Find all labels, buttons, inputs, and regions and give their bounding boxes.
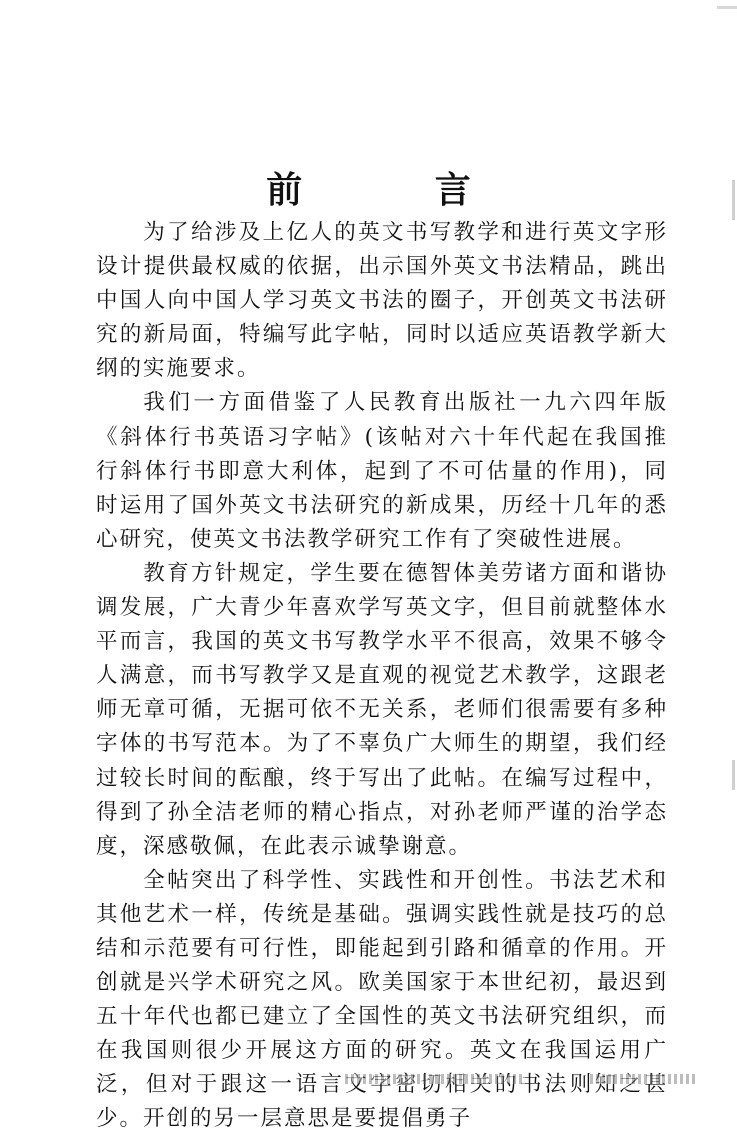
paragraph-1: 为了给涉及上亿人的英文书写教学和进行英文字形设计提供最权威的依据，出示国外英文书法精品，跳出中国人向中国人学习英文书法的圈子，开创英文书法研究的新局面，特编写此字帖，同时以适应英语教学新大纲的实施要求。 [96,220,668,382]
scan-corner-artifact [717,6,737,9]
paragraph-2: 我们一方面借鉴了人民教育出版社一九六四年版《斜体行书英语习字帖》(该帖对六十年代起在我国推行斜体行书即意大利体，起到了不可估量的作用)，同时运用了国外英文书法研究的新成果，历经十几年的悉心研究，使英文书法教学研究工作有了突破性进展。 [96,390,668,552]
preface-body [96,216,668,1137]
scan-noise-strip [345,1074,525,1084]
scan-noise-strip [590,1074,695,1084]
scan-edge-artifact [732,760,735,790]
paragraph-3: 教育方针规定，学生要在德智体美劳诸方面和谐协调发展，广大青少年喜欢学写英文字，但目前就整体水平而言，我国的英文书写教学水平不很高，效果不够令人满意，而书写教学又是直观的视觉艺术教学，这跟老师无章可循，无据可依不无关系，老师们很需要有多种字体的书写范本。为了不辜负广大师生的期望，我们经过较长时间的酝酿，终于写出了此帖。在编写过程中，得到了孙全洁老师的精心指点，对孙老师严谨的治学态度，深感敬佩，在此表示诚挚谢意。 [96,560,668,859]
page-title: 前 言 [266,169,531,212]
paragraph-4: 全帖突出了科学性、实践性和开创性。书法艺术和其他艺术一样，传统是基础。强调实践性就是技巧的总结和示范要有可行性，即能起到引路和循章的作用。开创就是兴学术研究之风。欧美国家于本世纪初，最迟到五十年代也都已建立了全国性的英文书法研究组织，而在我国则很少开展这方面的研究。英文在我国运用广泛，但对于跟这一语言文字密切相关的书法则知之甚少。开创的另一层意思是要提倡勇子 [96,867,668,1132]
